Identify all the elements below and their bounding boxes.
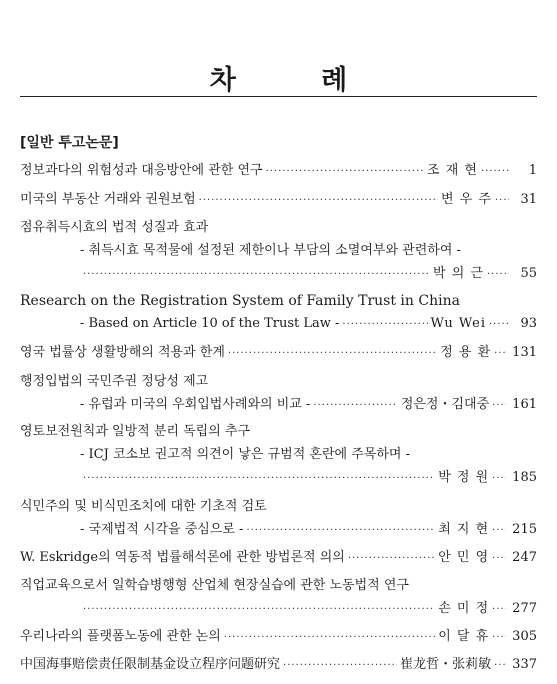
entry-author: Wu Wei (430, 316, 486, 331)
entry-author: 이 달 휴 (438, 629, 490, 644)
leader-dots (492, 549, 506, 569)
entry-title[interactable]: 점유취득시효의 법적 성질과 효과 (20, 220, 209, 235)
leader-dots (494, 656, 506, 676)
entry-author: 변 우 주 (441, 192, 492, 207)
entry-page: 305 (512, 629, 537, 644)
entry-title[interactable]: 직업교육으로서 일학습병행형 산업체 현장실습에 관한 노동법적 연구 (20, 578, 409, 593)
entry-subtitle: - Based on Article 10 of the Trust Law - (80, 316, 340, 331)
entry-page: 277 (512, 601, 537, 616)
toc-entry[interactable] (20, 655, 537, 675)
entry-page: 1 (528, 163, 537, 178)
entry-author: 崔龙哲・张莉敏 (400, 657, 492, 672)
leader-dots (266, 162, 424, 182)
entry-page: 93 (520, 316, 537, 331)
entry-author: 안 민 영 (438, 550, 490, 565)
leader-dots (224, 628, 435, 648)
leader-dots (492, 600, 506, 620)
leader-dots (492, 521, 506, 541)
page-title: 차 례 (209, 65, 386, 96)
entry-author: 최 지 현 (438, 522, 490, 537)
entry-title: 정보과다의 위험성과 대응방안에 관한 연구 (20, 163, 263, 178)
entry-page: 185 (512, 470, 537, 485)
leader-dots (481, 162, 509, 182)
entry-page: 31 (520, 192, 537, 207)
leader-dots (492, 628, 506, 648)
entry-page: 247 (512, 550, 537, 565)
entry-author: 조 재 현 (427, 163, 478, 178)
entry-author: 정은정・김대중 (400, 397, 490, 412)
leader-dots (492, 396, 506, 416)
title-divider (20, 96, 537, 97)
entry-author: 박 의 근 (433, 266, 484, 281)
leader-dots (313, 396, 397, 416)
entry-title: 中国海事赔偿责任限制基金设立程序问题研究 (20, 657, 281, 672)
leader-dots (199, 191, 438, 211)
entry-page: 161 (512, 397, 537, 412)
entry-title[interactable]: Research on the Registration System of Family Trust in China (20, 293, 460, 309)
toc-entry-byline[interactable] (80, 314, 537, 334)
leader-dots (348, 549, 435, 569)
entry-subtitle: - 취득시효 목적물에 설정된 제한이나 부담의 소멸여부와 관련하여 - (80, 243, 461, 258)
section-label: [일반 투고논문] (20, 135, 119, 151)
leader-dots (83, 600, 435, 620)
toc-entry[interactable] (20, 190, 537, 210)
entry-page: 55 (520, 266, 537, 281)
leader-dots (342, 315, 427, 335)
leader-dots (83, 469, 435, 489)
leader-dots (489, 315, 509, 335)
entry-title: W. Eskridge의 역동적 법률해석론에 관한 방법론적 의의 (20, 550, 345, 565)
entry-subtitle: - ICJ 코소보 권고적 의견이 낳은 규범적 혼란에 주목하며 - (80, 447, 410, 462)
leader-dots (492, 469, 506, 489)
leader-dots (83, 265, 430, 285)
entry-author: 손 미 정 (438, 601, 490, 616)
toc-entry-byline[interactable] (80, 264, 537, 284)
entry-page: 337 (512, 657, 537, 672)
entry-title: 영국 법률상 생활방해의 적용과 한계 (20, 345, 225, 360)
entry-author: 박 정 원 (438, 470, 490, 485)
entry-author: 정 용 환 (440, 345, 492, 360)
entry-subtitle: - 유럽과 미국의 우회입법사례와의 비교 - (80, 397, 311, 412)
entry-title[interactable]: 식민주의 및 비식민조치에 대한 기초적 검토 (20, 499, 267, 514)
leader-dots (487, 265, 509, 285)
entry-title: 미국의 부동산 거래와 권원보험 (20, 192, 196, 207)
toc-entry[interactable] (20, 627, 537, 647)
leader-dots (495, 191, 509, 211)
entry-title[interactable]: 행정입법의 국민주권 정당성 제고 (20, 374, 209, 389)
toc-entry[interactable] (20, 343, 537, 363)
toc-entry[interactable] (20, 548, 537, 568)
toc-entry-byline[interactable] (80, 468, 537, 488)
leader-dots (283, 656, 397, 676)
toc-entry-byline[interactable] (80, 395, 537, 415)
entry-subtitle: - 국제법적 시각을 중심으로 - (80, 522, 244, 537)
entry-page: 131 (512, 345, 537, 360)
leader-dots (246, 521, 435, 541)
entry-page: 215 (512, 522, 537, 537)
entry-title[interactable]: 영토보전원칙과 일방적 분리 독립의 추구 (20, 424, 251, 439)
toc-entry-byline[interactable] (80, 599, 537, 619)
leader-dots (228, 344, 437, 364)
leader-dots (494, 344, 506, 364)
entry-title: 우리나라의 플랫폼노동에 관한 논의 (20, 629, 221, 644)
toc-entry-byline[interactable] (80, 520, 537, 540)
toc-entry[interactable] (20, 161, 537, 181)
